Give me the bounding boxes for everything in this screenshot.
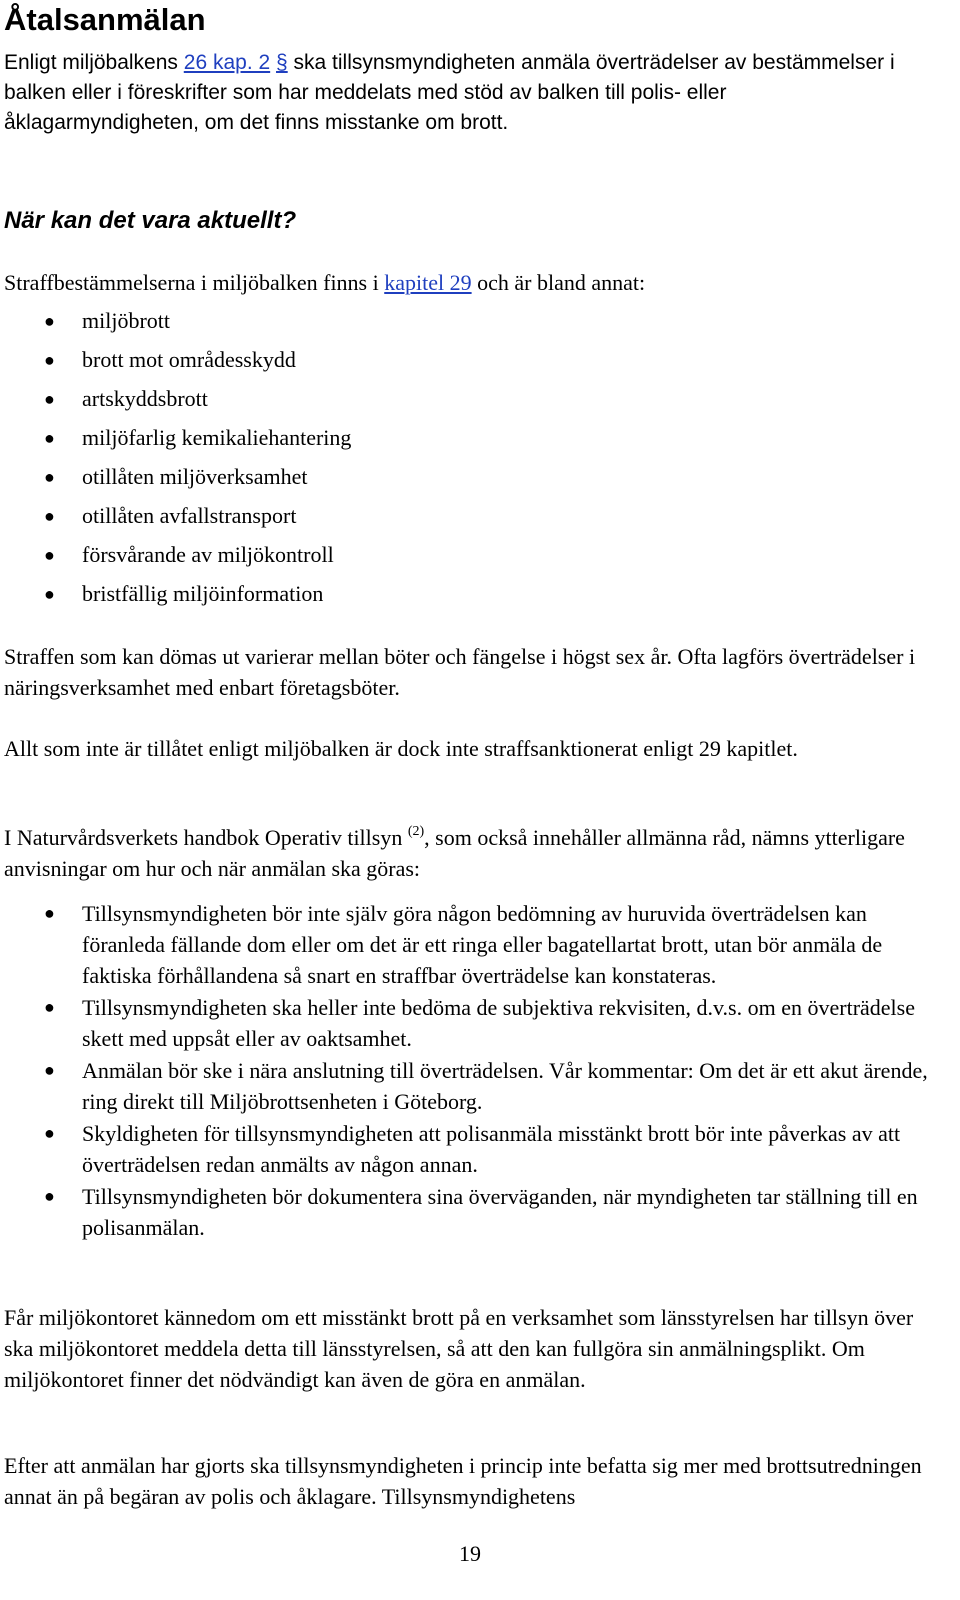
page-number: 19 bbox=[459, 1541, 481, 1566]
list-item bbox=[0, 306, 700, 345]
list-item bbox=[0, 384, 700, 423]
chapter-29-link[interactable]: kapitel 29 bbox=[384, 270, 472, 295]
handbook-text-before: I Naturvårdsverkets handbok Operativ tillsyn bbox=[4, 825, 408, 850]
section-heading: När kan det vara aktuellt? bbox=[4, 207, 297, 234]
bullet-icon: ● bbox=[44, 389, 55, 409]
bullet-icon: ● bbox=[44, 997, 55, 1017]
intro-rest: ska tillsynsmyndigheten anmäla överträdelser av bestämmelser i balken eller i föreskrifter som har meddelats med stöd av balken till polis- eller åklagarmyndigheten, om det finns misstanke om brott. bbox=[4, 51, 895, 134]
list-item bbox=[0, 1055, 940, 1117]
guideline-list bbox=[0, 898, 940, 1244]
penalty-intro-suffix: och är bland annat: bbox=[471, 270, 646, 295]
sanction-paragraph: Allt som inte är tillåtet enligt miljöbalken är dock inte straffsanktionerat enligt 29 kapitlet. bbox=[4, 736, 798, 761]
after-report-paragraph: Efter att anmälan har gjorts ska tillsynsmyndigheten i princip inte befatta sig mer med brottsutredningen annat än på begäran av polis och åklagare. Tillsynsmyndighetens bbox=[4, 1453, 922, 1509]
intro-paragraph bbox=[4, 48, 919, 138]
list-item bbox=[0, 501, 700, 540]
list-item bbox=[0, 462, 700, 501]
intro-prefix: Enligt miljöbalkens bbox=[4, 51, 184, 74]
list-item bbox=[0, 992, 940, 1054]
bullet-icon: ● bbox=[44, 545, 55, 565]
offense-list bbox=[0, 306, 700, 618]
list-item bbox=[0, 423, 700, 462]
bullet-icon: ● bbox=[44, 428, 55, 448]
guideline-text: Anmälan bör ske i nära anslutning till överträdelsen. Vår kommentar: Om det är ett akut ärende, ring direkt till Miljöbrottsenheten i Göteborg. bbox=[82, 1058, 928, 1114]
environment-office-paragraph: Får miljökontoret kännedom om ett misstänkt brott på en verksamhet som länsstyrelsen har tillsyn över ska miljökontoret meddela detta till länsstyrelsen, så att den kan fullgöra sin anmälningsplikt. Om miljökontoret finner det nödvändigt kan även de göra en anmälan. bbox=[4, 1305, 914, 1392]
bullet-icon: ● bbox=[44, 311, 55, 331]
offense-label: artskyddsbrott bbox=[82, 386, 208, 411]
penalty-intro bbox=[4, 268, 934, 298]
list-item bbox=[0, 540, 700, 579]
bullet-icon: ● bbox=[44, 584, 55, 604]
bullet-icon: ● bbox=[44, 903, 55, 923]
footnote-reference: (2) bbox=[407, 824, 425, 839]
offense-label: otillåten miljöverksamhet bbox=[82, 464, 308, 489]
offense-label: bristfällig miljöinformation bbox=[82, 581, 324, 606]
offense-label: försvårande av miljökontroll bbox=[82, 542, 334, 567]
list-item bbox=[0, 1118, 940, 1180]
list-item bbox=[0, 579, 700, 618]
offense-label: otillåten avfallstransport bbox=[82, 503, 297, 528]
bullet-icon: ● bbox=[44, 350, 55, 370]
guideline-text: Tillsynsmyndigheten bör inte själv göra någon bedömning av huruvida överträdelsen kan föranleda fällande dom eller om det är ett ringa eller bagatellartat brott, utan bör anmäla de faktiska förhållandena så snart en straffbar överträdelse kan konstateras. bbox=[82, 901, 883, 988]
offense-label: miljöbrott bbox=[82, 308, 170, 333]
bullet-icon: ● bbox=[44, 1060, 55, 1080]
bullet-icon: ● bbox=[44, 467, 55, 487]
bullet-icon: ● bbox=[44, 1186, 55, 1206]
law-chapter-link[interactable]: 26 kap. 2 bbox=[183, 51, 271, 74]
handbook-text-after: , som också innehåller allmänna råd, nämns ytterligare anvisningar om hur och när anmälan ska göras: bbox=[4, 825, 905, 881]
penalty-intro-prefix: Straffbestämmelserna i miljöbalken finns i bbox=[4, 270, 385, 295]
bullet-icon: ● bbox=[44, 1123, 55, 1143]
list-item bbox=[0, 898, 940, 991]
page-title: Åtalsanmälan bbox=[4, 2, 206, 37]
offense-label: miljöfarlig kemikaliehantering bbox=[82, 425, 352, 450]
guideline-text: Tillsynsmyndigheten ska heller inte bedöma de subjektiva rekvisiten, d.v.s. om en överträdelse skett med uppsåt eller av oaktsamhet. bbox=[82, 995, 915, 1051]
list-item bbox=[0, 345, 700, 384]
guideline-text: Tillsynsmyndigheten bör dokumentera sina överväganden, när myndigheten tar ställning till en polisanmälan. bbox=[82, 1184, 918, 1240]
guideline-text: Skyldigheten för tillsynsmyndigheten att polisanmäla misstänkt brott bör inte påverkas av att överträdelsen redan anmälts av någon annan. bbox=[82, 1121, 901, 1177]
penalty-paragraph: Straffen som kan dömas ut varierar mellan böter och fängelse i högst sex år. Ofta lagförs överträdelser i näringsverksamhet med enbart företagsböter. bbox=[4, 644, 916, 700]
list-item bbox=[0, 1181, 940, 1243]
section-symbol-link[interactable]: § bbox=[276, 51, 288, 74]
bullet-icon: ● bbox=[44, 506, 55, 526]
handbook-paragraph bbox=[4, 822, 934, 884]
offense-label: brott mot områdesskydd bbox=[82, 347, 296, 372]
